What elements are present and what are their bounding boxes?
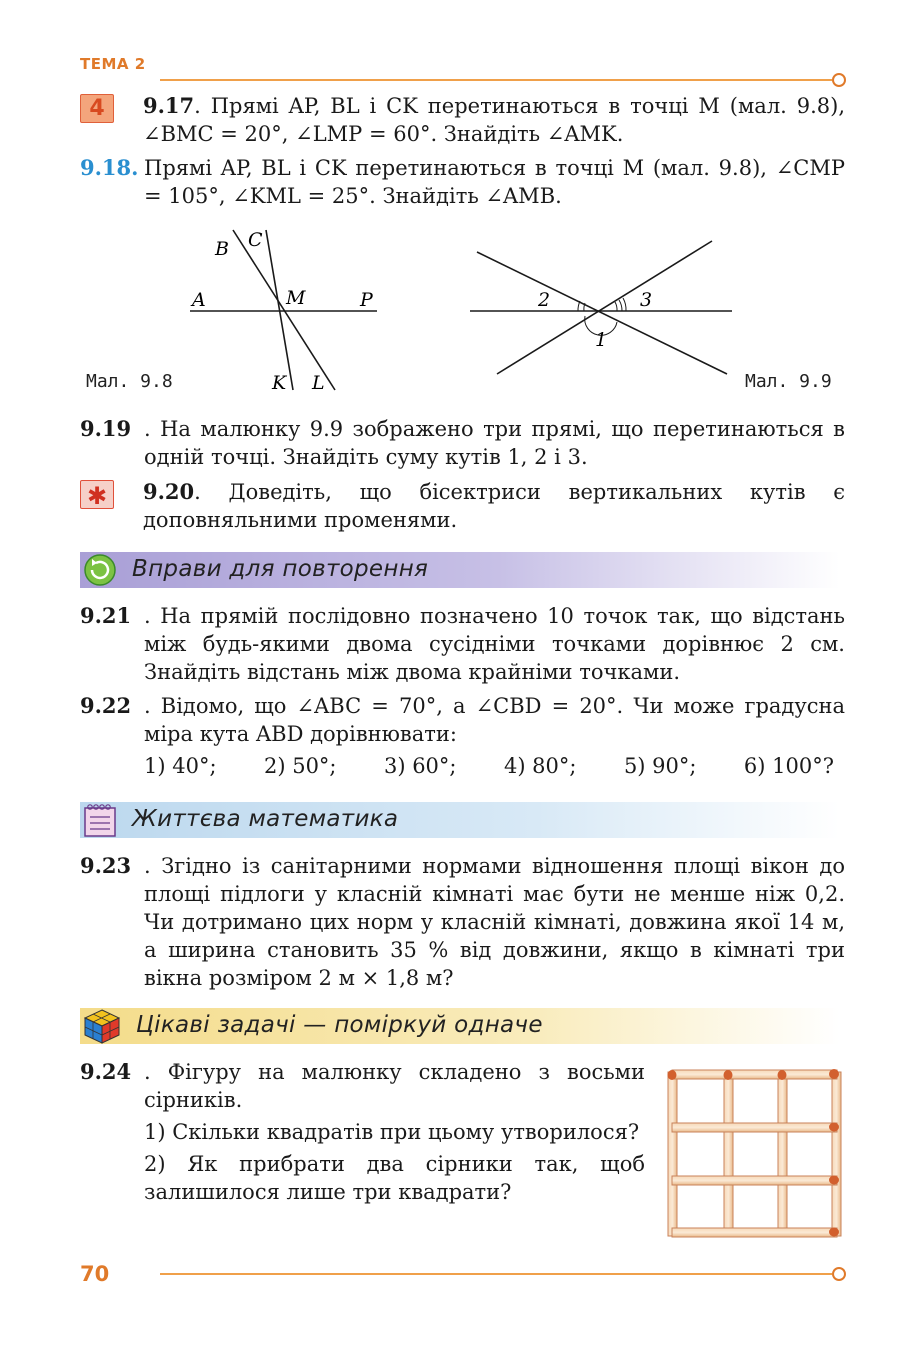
- option: 6) 100°?: [743, 754, 834, 778]
- angle-3-arc: [615, 302, 617, 311]
- problem-9-22: [80, 692, 845, 780]
- option: 3) 60°;: [383, 754, 457, 778]
- match-head: [829, 1069, 839, 1079]
- problem-number: 9.21: [80, 603, 132, 628]
- matchstick: [724, 1072, 733, 1236]
- match-head: [829, 1228, 839, 1237]
- match-head: [829, 1176, 839, 1185]
- problem-9-24: [80, 1058, 645, 1206]
- problem-text: . Згідно із санітарними нормами відношення площі вікон до площі підлоги у класній кімнаті має бути не менше ніж 0,2. Чи дотримано цих норм у класній кімнаті, довжина якої 14 м, а ширина становить 35 % від довжини, якщо в кімнаті три вікна розміром 2 м × 1,8 м?: [144, 854, 845, 990]
- problem-9-18: [80, 154, 845, 210]
- footer-rule-end: [832, 1267, 846, 1281]
- line-descending: [477, 252, 727, 374]
- problem-text: . На прямій послідовно позначено 10 точок так, що відстань між будь-якими двома сусідніми точками дорівнює 2 см. Знайдіть відстань між двома крайніми точками.: [144, 604, 845, 684]
- problem-9-21: [80, 602, 845, 686]
- figure-9-8: [180, 222, 390, 397]
- problem-number: 9.24: [80, 1059, 132, 1084]
- header-rule: [160, 79, 832, 81]
- section-review-banner: [80, 552, 840, 588]
- match-head: [778, 1070, 787, 1080]
- problem-9-20: [80, 478, 845, 534]
- section-life-banner: [80, 802, 840, 838]
- matchstick: [778, 1072, 787, 1236]
- figure-9-9: [465, 234, 740, 384]
- problem-9-23: [80, 852, 845, 992]
- section-fun-banner: [80, 1008, 840, 1044]
- problem-number: 9.18.: [80, 155, 139, 180]
- problem-text: . Відомо, що ∠ABC = 70°, а ∠CBD = 20°. Чи може градусна міра кута ABD дорівнювати:: [144, 694, 845, 746]
- angle-label-1: 1: [595, 329, 608, 351]
- problem-text: . Доведіть, що бісектриси вертикальних кутів є доповняльними променями.: [143, 480, 845, 532]
- angle-label-3: 3: [640, 289, 653, 311]
- page-number: 70: [80, 1262, 110, 1286]
- problem-number: 9.23: [80, 853, 132, 878]
- match-head: [829, 1123, 839, 1132]
- figure-9-8-caption: Мал. 9.8: [86, 371, 173, 392]
- problem-number: 9.22: [80, 693, 132, 718]
- topic-label: ТЕМА 2: [80, 55, 146, 73]
- angle-2-arc: [578, 301, 580, 311]
- answer-options: [144, 752, 834, 780]
- header-rule-end: [832, 73, 846, 87]
- matchstick: [668, 1072, 677, 1236]
- label-a: A: [192, 289, 206, 311]
- matchstick: [672, 1123, 837, 1132]
- label-p: P: [360, 289, 373, 311]
- footer-rule: [160, 1273, 832, 1275]
- matchstick: [672, 1228, 837, 1237]
- option: 1) 40°;: [144, 754, 217, 778]
- problem-9-17: [80, 92, 845, 148]
- matchstick: [832, 1072, 841, 1236]
- question-2: 2) Як прибрати два сірники так, щоб залишилося лише три квадрати?: [144, 1152, 645, 1204]
- angle-label-2: 2: [538, 289, 551, 311]
- notepad-icon: [82, 802, 118, 838]
- label-l: L: [312, 372, 325, 394]
- section-title: Цікаві задачі — поміркуй одначе: [136, 1012, 543, 1038]
- cube-icon: [82, 1007, 122, 1045]
- angle-3-arc-mid: [619, 300, 622, 311]
- matchstick: [672, 1176, 837, 1185]
- label-k: K: [272, 372, 287, 394]
- match-head: [724, 1070, 733, 1080]
- problem-text: . Прямі AP, BL і CK перетинаються в точці M (мал. 9.8), ∠BMC = 20°, ∠LMP = 60°. Знайдіть ∠AMK.: [143, 94, 845, 146]
- problem-number: 9.17: [143, 93, 195, 118]
- line-ascending: [497, 241, 712, 374]
- option: 5) 90°;: [623, 754, 697, 778]
- match-head: [668, 1070, 677, 1080]
- section-title: Життєва математика: [132, 806, 399, 832]
- refresh-icon: [82, 553, 118, 587]
- question-1: 1) Скільки квадратів при цьому утворилося?: [144, 1120, 640, 1144]
- label-m: M: [286, 287, 306, 309]
- option: 4) 80°;: [503, 754, 577, 778]
- problem-number: 9.19: [80, 416, 132, 441]
- label-c: C: [248, 229, 263, 251]
- section-title: Вправи для повторення: [132, 556, 429, 582]
- line-ck: [266, 230, 293, 390]
- matchstick: [672, 1070, 837, 1079]
- problem-text: Прямі AP, BL і CK перетинаються в точці M (мал. 9.8), ∠CMP = 105°, ∠KML = 25°. Знайдіть ∠AMB.: [144, 156, 845, 208]
- problem-9-19: [80, 415, 845, 471]
- angle-3-arc-outer: [623, 298, 626, 311]
- difficulty-badge: 4: [80, 94, 114, 123]
- figure-9-9-caption: Мал. 9.9: [745, 371, 832, 392]
- line-bl: [233, 230, 335, 390]
- option: 2) 50°;: [263, 754, 337, 778]
- label-b: B: [215, 238, 229, 260]
- problem-text: . Фігуру на малюнку складено з восьми сірників.: [144, 1060, 645, 1112]
- star-icon: ✱: [80, 480, 114, 509]
- problem-text: . На малюнку 9.9 зображено три прямі, що перетинаються в одній точці. Знайдіть суму кутів 1, 2 і 3.: [144, 417, 845, 469]
- problem-number: 9.20: [143, 479, 195, 504]
- matchstick-figure: [662, 1066, 848, 1240]
